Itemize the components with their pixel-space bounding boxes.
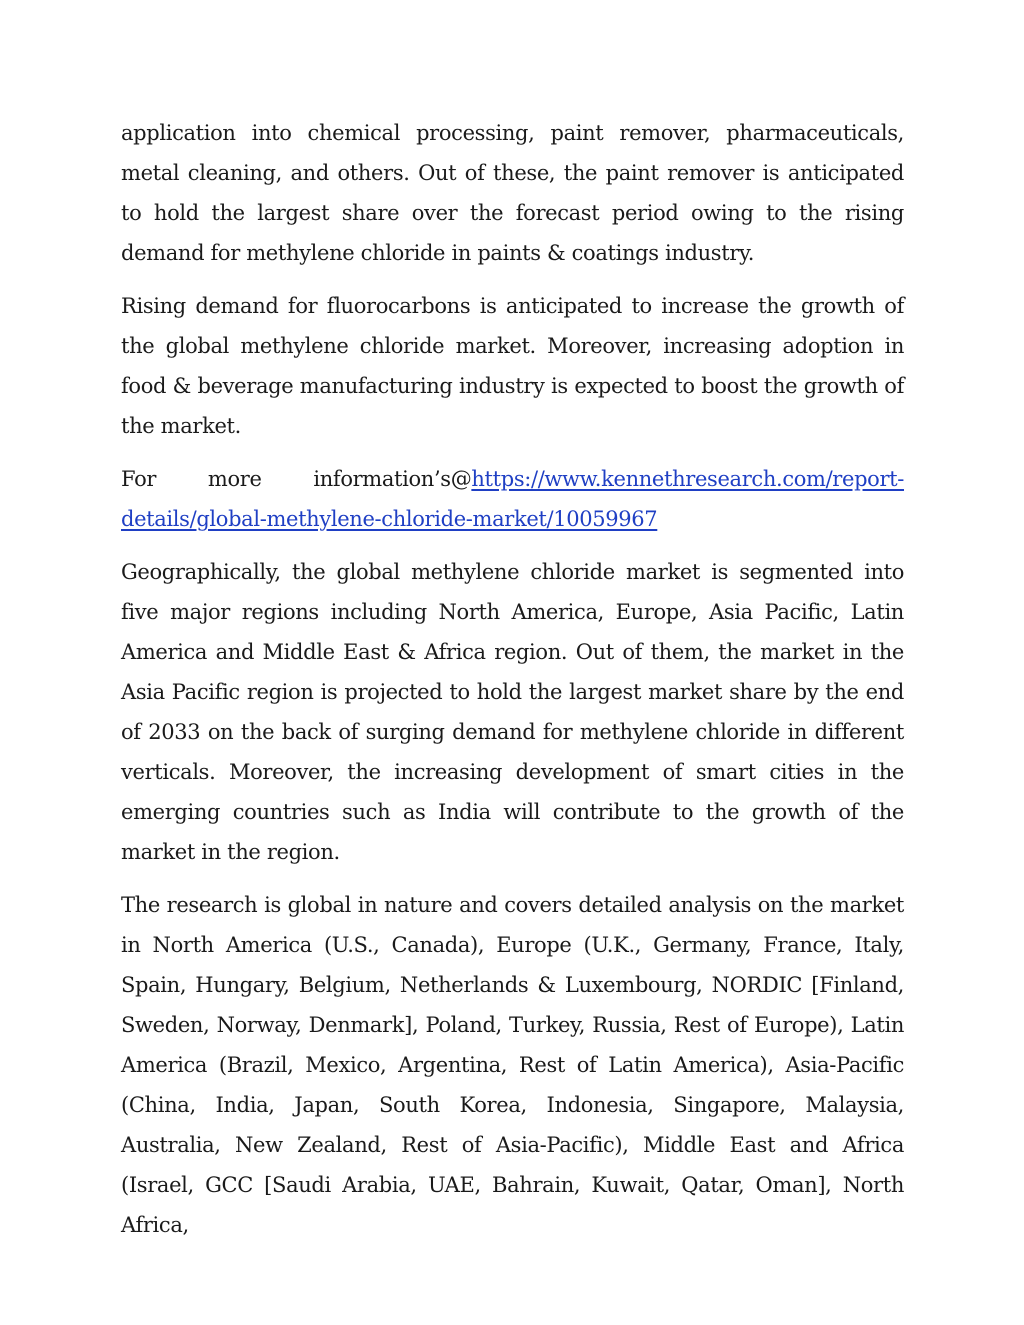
paragraph-geography: Geographically, the global methylene chloride market is segmented into five major regions including North America, Europe, Asia Pacific, Latin America and Middle East & Africa region. Out of them, the market in the Asia Pacific region is projected to hold the largest market share by the end of 2033 on the back of surging demand for methylene chloride in different verticals. Moreover, the increasing development of smart cities in the emerging countries such as India will contribute to the growth of the market in the region. bbox=[121, 560, 904, 864]
report-link[interactable]: https://www.kennethresearch.com/report-details/global-methylene-chloride-market/10059967 bbox=[121, 467, 904, 531]
paragraph-growth-drivers: Rising demand for fluorocarbons is anticipated to increase the growth of the global methylene chloride market. Moreover, increasing adoption in food & beverage manufacturing industry is expected to boost the growth of the market. bbox=[121, 294, 904, 438]
document-page bbox=[121, 113, 904, 1245]
paragraph-more-info bbox=[121, 459, 904, 539]
more-info-prefix: For more information’s@ bbox=[121, 467, 472, 491]
paragraph-research-coverage: The research is global in nature and covers detailed analysis on the market in North America (U.S., Canada), Europe (U.K., Germany, France, Italy, Spain, Hungary, Belgium, Netherlands & Luxembourg, NORDIC [Finland, Sweden, Norway, Denmark], Poland, Turkey, Russia, Rest of Europe), Latin America (Brazil, Mexico, Argentina, Rest of Latin America), Asia-Pacific (China, India, Japan, South Korea, Indonesia, Singapore, Malaysia, Australia, New Zealand, Rest of Asia-Pacific), Middle East and Africa (Israel, GCC [Saudi Arabia, UAE, Bahrain, Kuwait, Qatar, Oman], North Africa, bbox=[121, 893, 904, 1237]
paragraph-segmentation: application into chemical processing, paint remover, pharmaceuticals, metal cleaning, and others. Out of these, the paint remover is anticipated to hold the largest share over the forecast period owing to the rising demand for methylene chloride in paints & coatings industry. bbox=[121, 121, 904, 265]
